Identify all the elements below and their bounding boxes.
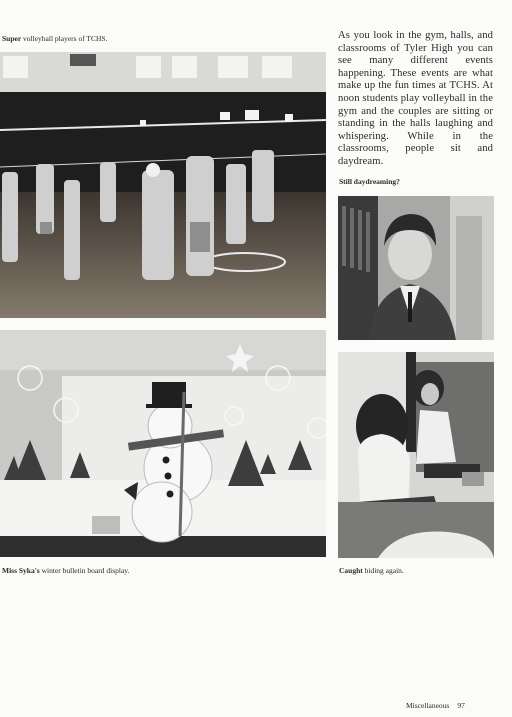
page-number: 97 (457, 701, 465, 710)
caption-text: hiding again. (362, 566, 404, 575)
caption-lead: Still daydreaming? (339, 177, 400, 186)
page-footer (406, 701, 465, 710)
volleyball-photo-image (0, 52, 326, 318)
caption-lead: Caught (339, 566, 363, 575)
caption-text: winter bulletin board display. (39, 566, 130, 575)
caption-lead: Miss Syka's (2, 566, 40, 575)
hiding-caption (339, 566, 404, 576)
section-label: Miscellaneous (406, 701, 450, 710)
hiding-photo-image (338, 352, 494, 558)
body-text: As you look in the gym, halls, and classrooms of Tyler High you can see many different events happening. These events are what make up the fun times at TCHS. At noon students play volleyball in the gym and the couples are sitting or standing in the halls laughing and whispering. While in the classrooms, people sit and daydream. (338, 30, 493, 167)
volleyball-caption (2, 34, 107, 44)
daydreaming-photo (338, 196, 494, 340)
volleyball-photo (0, 52, 326, 318)
bulletin-board-photo (0, 330, 326, 557)
bulletin-board-image (0, 330, 326, 557)
bulletin-caption (2, 566, 129, 576)
caption-text: volleyball players of TCHS. (21, 34, 108, 43)
caption-lead: Super (2, 34, 22, 43)
hiding-photo (338, 352, 494, 558)
daydreaming-caption (339, 177, 400, 187)
daydreaming-photo-image (338, 196, 494, 340)
